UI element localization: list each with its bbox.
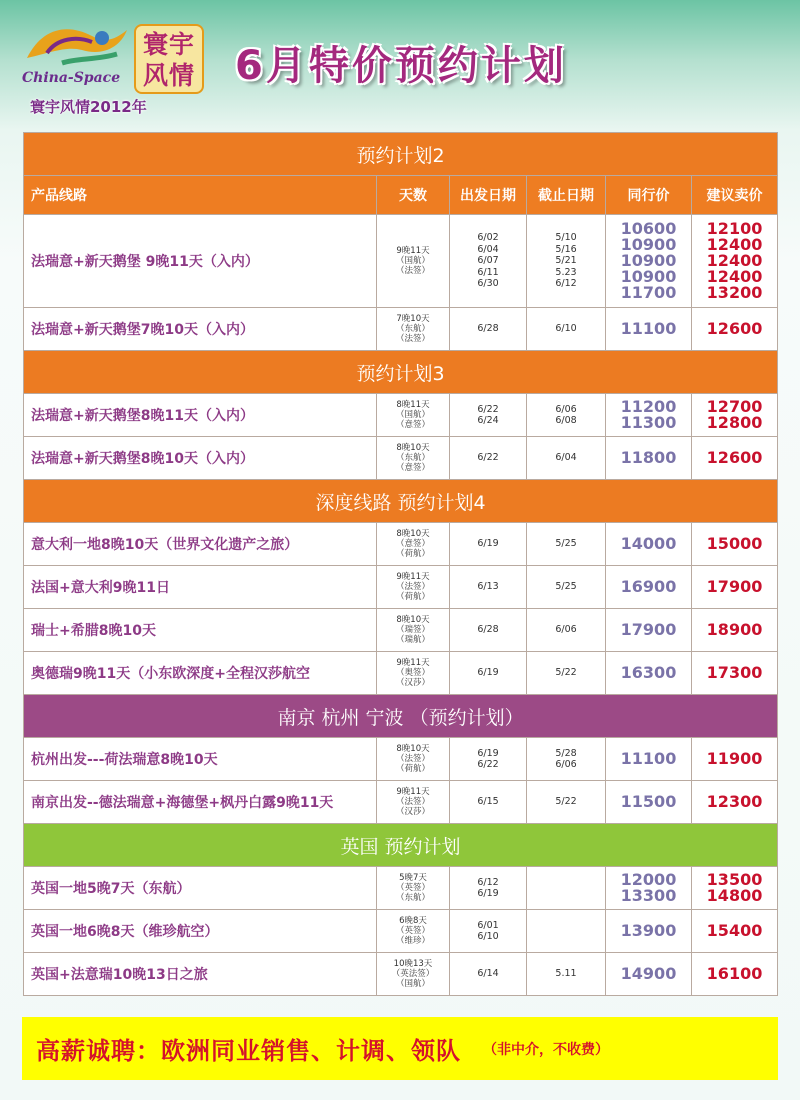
cell-line: 18900 bbox=[706, 620, 763, 639]
cell-line: （荷航） bbox=[395, 549, 430, 559]
section-title: 英国 预约计划 bbox=[24, 824, 778, 867]
cell-line: 6/22 bbox=[477, 452, 499, 464]
section-header bbox=[24, 133, 778, 176]
cell-line: 13300 bbox=[620, 886, 677, 905]
cell-line: 15400 bbox=[706, 921, 763, 940]
cell-line: 6/22 bbox=[477, 403, 499, 415]
depart-date-cell bbox=[450, 867, 527, 910]
column-header-row bbox=[24, 176, 778, 215]
deadline-cell bbox=[527, 652, 606, 695]
cell-line: 16100 bbox=[706, 964, 763, 983]
cell-line: 12100 bbox=[706, 219, 763, 238]
peer-price-cell bbox=[606, 308, 692, 351]
cell-line: （英签） bbox=[395, 883, 430, 893]
route-name: 瑞士+希腊8晚10天 bbox=[24, 609, 377, 652]
section-title: 深度线路 预约计划4 bbox=[24, 480, 778, 523]
depart-date-cell bbox=[450, 609, 527, 652]
dragon-icon bbox=[22, 18, 132, 73]
days-cell bbox=[377, 394, 450, 437]
cell-line: 14900 bbox=[620, 964, 677, 983]
suggest-price-cell bbox=[692, 738, 778, 781]
cell-line: 10600 bbox=[620, 219, 677, 238]
days-cell bbox=[377, 437, 450, 480]
cell-line: （东航） bbox=[395, 324, 430, 334]
cell-line: 12700 bbox=[706, 397, 763, 416]
route-name: 法国+意大利9晚11日 bbox=[24, 566, 377, 609]
cell-line: 17900 bbox=[620, 620, 677, 639]
suggest-price-cell bbox=[692, 215, 778, 308]
cell-line: 14800 bbox=[706, 886, 763, 905]
peer-price-cell bbox=[606, 215, 692, 308]
deadline-cell bbox=[527, 566, 606, 609]
deadline-cell bbox=[527, 953, 606, 996]
cell-line: 6/01 bbox=[477, 919, 499, 931]
cell-line: 12000 bbox=[620, 870, 677, 889]
depart-date-cell bbox=[450, 523, 527, 566]
recruit-text: 高薪诚聘：欧洲同业销售、计调、领队 bbox=[36, 1037, 461, 1065]
brand-year: 寰宇风情2012年 bbox=[30, 98, 147, 116]
cell-line: （意签） bbox=[395, 420, 430, 430]
depart-date-cell bbox=[450, 437, 527, 480]
cell-line: （法签） bbox=[395, 754, 430, 764]
deadline-cell bbox=[527, 867, 606, 910]
table-row bbox=[24, 652, 778, 695]
peer-price-cell bbox=[606, 523, 692, 566]
cell-line: 5/16 bbox=[555, 243, 577, 255]
cell-line: 6/06 bbox=[555, 403, 577, 415]
column-header-route: 产品线路 bbox=[24, 176, 377, 215]
cell-line: 6/24 bbox=[477, 415, 499, 426]
cell-line: 6/13 bbox=[477, 581, 499, 593]
cell-line: 5/28 bbox=[555, 747, 577, 759]
days-cell bbox=[377, 609, 450, 652]
depart-date-cell bbox=[450, 953, 527, 996]
column-header-deadline: 截止日期 bbox=[527, 176, 606, 215]
days-cell bbox=[377, 781, 450, 824]
cell-line: 6/22 bbox=[477, 759, 499, 770]
cell-line: 6晚8天 bbox=[399, 916, 427, 926]
brand-english: China-Space bbox=[22, 70, 121, 86]
cell-line: 8晚10天 bbox=[396, 744, 430, 754]
price-table-wrapper bbox=[23, 132, 777, 996]
table-row bbox=[24, 910, 778, 953]
brand-chinese: 寰宇 风情 bbox=[134, 24, 204, 94]
column-header-days: 天数 bbox=[377, 176, 450, 215]
cell-line: 10900 bbox=[620, 235, 677, 254]
section-header bbox=[24, 480, 778, 523]
days-cell bbox=[377, 566, 450, 609]
cell-line: 11900 bbox=[706, 749, 763, 768]
suggest-price-cell bbox=[692, 781, 778, 824]
peer-price-cell bbox=[606, 437, 692, 480]
route-name: 法瑞意+新天鹅堡 9晚11天（入内） bbox=[24, 215, 377, 308]
cell-line: 10900 bbox=[620, 267, 677, 286]
suggest-price-cell bbox=[692, 394, 778, 437]
suggest-price-cell bbox=[692, 523, 778, 566]
column-header-peer: 同行价 bbox=[606, 176, 692, 215]
depart-date-cell bbox=[450, 910, 527, 953]
cell-line: 8晚11天 bbox=[396, 400, 430, 410]
cell-line: （国航） bbox=[395, 410, 430, 420]
peer-price-cell bbox=[606, 910, 692, 953]
suggest-price-cell bbox=[692, 953, 778, 996]
cell-line: 17900 bbox=[706, 577, 763, 596]
route-name: 英国+法意瑞10晚13日之旅 bbox=[24, 953, 377, 996]
peer-price-cell bbox=[606, 394, 692, 437]
cell-line: 11100 bbox=[620, 319, 677, 338]
days-cell bbox=[377, 523, 450, 566]
cell-line: 6/19 bbox=[477, 747, 499, 759]
route-name: 英国一地5晚7天（东航） bbox=[24, 867, 377, 910]
cell-line: 5/22 bbox=[555, 796, 577, 808]
cell-line: 17300 bbox=[706, 663, 763, 682]
cell-line: 6/02 bbox=[477, 232, 499, 244]
price-table-body bbox=[24, 133, 778, 996]
cell-line: 12600 bbox=[706, 319, 763, 338]
cell-line: （东航） bbox=[395, 893, 430, 903]
days-cell bbox=[377, 953, 450, 996]
cell-line: 12300 bbox=[706, 792, 763, 811]
table-row bbox=[24, 867, 778, 910]
days-cell bbox=[377, 867, 450, 910]
section-title: 预约计划3 bbox=[24, 351, 778, 394]
cell-line: 8晚10天 bbox=[396, 615, 430, 625]
cell-line: 5.11 bbox=[555, 968, 577, 980]
days-cell bbox=[377, 738, 450, 781]
cell-line: 16900 bbox=[620, 577, 677, 596]
cell-line: 10900 bbox=[620, 251, 677, 270]
cell-line: 6/04 bbox=[555, 452, 577, 464]
cell-line: 11500 bbox=[620, 792, 677, 811]
deadline-cell bbox=[527, 308, 606, 351]
table-row bbox=[24, 308, 778, 351]
suggest-price-cell bbox=[692, 652, 778, 695]
cell-line: 6/07 bbox=[477, 255, 499, 267]
cell-line: （英签） bbox=[395, 926, 430, 936]
cell-line: （瑞签） bbox=[395, 625, 430, 635]
cell-line: 6/10 bbox=[555, 323, 577, 335]
cell-line: 6/19 bbox=[477, 538, 499, 550]
days-cell bbox=[377, 215, 450, 308]
cell-line: （法签） bbox=[395, 582, 430, 592]
cell-line: 11200 bbox=[620, 397, 677, 416]
page-title: 6月特价预约计划 bbox=[235, 43, 567, 89]
depart-date-cell bbox=[450, 566, 527, 609]
depart-date-cell bbox=[450, 652, 527, 695]
cell-line: 6/11 bbox=[477, 266, 499, 278]
price-table bbox=[23, 132, 778, 996]
cell-line: 15000 bbox=[706, 534, 763, 553]
deadline-cell bbox=[527, 781, 606, 824]
suggest-price-cell bbox=[692, 308, 778, 351]
cell-line: （维珍） bbox=[395, 936, 430, 946]
cell-line: 6/28 bbox=[477, 323, 499, 335]
cell-line: （英法签） bbox=[391, 969, 435, 979]
logo bbox=[22, 18, 212, 118]
cell-line: 8晚10天 bbox=[396, 443, 430, 453]
cell-line: 11300 bbox=[620, 413, 677, 432]
table-row bbox=[24, 437, 778, 480]
days-cell bbox=[377, 910, 450, 953]
cell-line: （荷航） bbox=[395, 592, 430, 602]
cell-line: （瑞航） bbox=[395, 635, 430, 645]
cell-line: 5/25 bbox=[555, 581, 577, 593]
table-row bbox=[24, 781, 778, 824]
deadline-cell bbox=[527, 910, 606, 953]
cell-line: 6/04 bbox=[477, 243, 499, 255]
cell-line: 12400 bbox=[706, 267, 763, 286]
depart-date-cell bbox=[450, 394, 527, 437]
column-header-depart: 出发日期 bbox=[450, 176, 527, 215]
cell-line: 9晚11天 bbox=[396, 787, 430, 797]
cell-line: 6/19 bbox=[477, 667, 499, 679]
table-row bbox=[24, 738, 778, 781]
suggest-price-cell bbox=[692, 437, 778, 480]
section-header bbox=[24, 695, 778, 738]
peer-price-cell bbox=[606, 652, 692, 695]
route-name: 奥德瑞9晚11天（小东欧深度+全程汉莎航空 bbox=[24, 652, 377, 695]
section-header bbox=[24, 351, 778, 394]
days-cell bbox=[377, 652, 450, 695]
depart-date-cell bbox=[450, 215, 527, 308]
cell-line: 9晚11天 bbox=[396, 246, 430, 256]
cell-line: 14000 bbox=[620, 534, 677, 553]
depart-date-cell bbox=[450, 308, 527, 351]
section-title: 预约计划2 bbox=[24, 133, 778, 176]
peer-price-cell bbox=[606, 566, 692, 609]
cell-line: 11700 bbox=[620, 283, 677, 302]
table-row bbox=[24, 523, 778, 566]
cell-line: 13900 bbox=[620, 921, 677, 940]
cell-line: （奥签） bbox=[395, 668, 430, 678]
cell-line: 5/21 bbox=[555, 255, 577, 267]
cell-line: （意签） bbox=[395, 463, 430, 473]
cell-line: （东航） bbox=[395, 453, 430, 463]
deadline-cell bbox=[527, 738, 606, 781]
section-header bbox=[24, 824, 778, 867]
cell-line: 11800 bbox=[620, 448, 677, 467]
cell-line: 9晚11天 bbox=[396, 572, 430, 582]
cell-line: （荷航） bbox=[395, 764, 430, 774]
column-header-suggest: 建议卖价 bbox=[692, 176, 778, 215]
cell-line: 6/08 bbox=[555, 415, 577, 426]
cell-line: 5/22 bbox=[555, 667, 577, 679]
cell-line: 12800 bbox=[706, 413, 763, 432]
cell-line: （法签） bbox=[395, 334, 430, 344]
cell-line: 6/12 bbox=[477, 876, 499, 888]
cell-line: 6/30 bbox=[477, 278, 499, 290]
cell-line: （法签） bbox=[395, 266, 430, 276]
cell-line: 6/12 bbox=[555, 278, 577, 290]
peer-price-cell bbox=[606, 867, 692, 910]
cell-line: 6/10 bbox=[477, 931, 499, 942]
peer-price-cell bbox=[606, 781, 692, 824]
days-cell bbox=[377, 308, 450, 351]
cell-line: 9晚11天 bbox=[396, 658, 430, 668]
cell-line: 5.23 bbox=[555, 266, 577, 278]
cell-line: （国航） bbox=[395, 979, 430, 989]
recruit-banner bbox=[22, 1017, 778, 1080]
route-name: 杭州出发---荷法瑞意8晚10天 bbox=[24, 738, 377, 781]
cell-line: 5/10 bbox=[555, 232, 577, 244]
cell-line: 5晚7天 bbox=[399, 873, 427, 883]
cell-line: 6/15 bbox=[477, 796, 499, 808]
cell-line: 16300 bbox=[620, 663, 677, 682]
table-row bbox=[24, 953, 778, 996]
cell-line: 6/06 bbox=[555, 624, 577, 636]
section-title: 南京 杭州 宁波 （预约计划） bbox=[24, 695, 778, 738]
deadline-cell bbox=[527, 215, 606, 308]
deadline-cell bbox=[527, 437, 606, 480]
suggest-price-cell bbox=[692, 910, 778, 953]
route-name: 英国一地6晚8天（维珍航空） bbox=[24, 910, 377, 953]
cell-line: 13500 bbox=[706, 870, 763, 889]
route-name: 南京出发--德法瑞意+海德堡+枫丹白露9晚11天 bbox=[24, 781, 377, 824]
suggest-price-cell bbox=[692, 867, 778, 910]
cell-line: 5/25 bbox=[555, 538, 577, 550]
table-row bbox=[24, 566, 778, 609]
deadline-cell bbox=[527, 394, 606, 437]
suggest-price-cell bbox=[692, 566, 778, 609]
cell-line: 12400 bbox=[706, 251, 763, 270]
cell-line: 11100 bbox=[620, 749, 677, 768]
route-name: 意大利一地8晚10天（世界文化遗产之旅） bbox=[24, 523, 377, 566]
peer-price-cell bbox=[606, 609, 692, 652]
cell-line: 6/28 bbox=[477, 624, 499, 636]
cell-line: 7晚10天 bbox=[396, 314, 430, 324]
route-name: 法瑞意+新天鹅堡8晚11天（入内） bbox=[24, 394, 377, 437]
recruit-note: （非中介，不收费） bbox=[483, 1041, 609, 1058]
cell-line: 6/19 bbox=[477, 888, 499, 899]
deadline-cell bbox=[527, 523, 606, 566]
cell-line: 10晚13天 bbox=[393, 959, 433, 969]
cell-line: 8晚10天 bbox=[396, 529, 430, 539]
peer-price-cell bbox=[606, 953, 692, 996]
table-row bbox=[24, 215, 778, 308]
table-row bbox=[24, 394, 778, 437]
cell-line: 12400 bbox=[706, 235, 763, 254]
cell-line: 6/06 bbox=[555, 759, 577, 770]
route-name: 法瑞意+新天鹅堡8晚10天（入内） bbox=[24, 437, 377, 480]
cell-line: （汉莎） bbox=[395, 807, 430, 817]
cell-line: 12600 bbox=[706, 448, 763, 467]
cell-line: （汉莎） bbox=[395, 678, 430, 688]
route-name: 法瑞意+新天鹅堡7晚10天（入内） bbox=[24, 308, 377, 351]
cell-line: 13200 bbox=[706, 283, 763, 302]
cell-line: （国航） bbox=[395, 256, 430, 266]
table-row bbox=[24, 609, 778, 652]
deadline-cell bbox=[527, 609, 606, 652]
cell-line: 6/14 bbox=[477, 968, 499, 980]
cell-line: （法签） bbox=[395, 797, 430, 807]
depart-date-cell bbox=[450, 781, 527, 824]
depart-date-cell bbox=[450, 738, 527, 781]
peer-price-cell bbox=[606, 738, 692, 781]
cell-line: （意签） bbox=[395, 539, 430, 549]
suggest-price-cell bbox=[692, 609, 778, 652]
